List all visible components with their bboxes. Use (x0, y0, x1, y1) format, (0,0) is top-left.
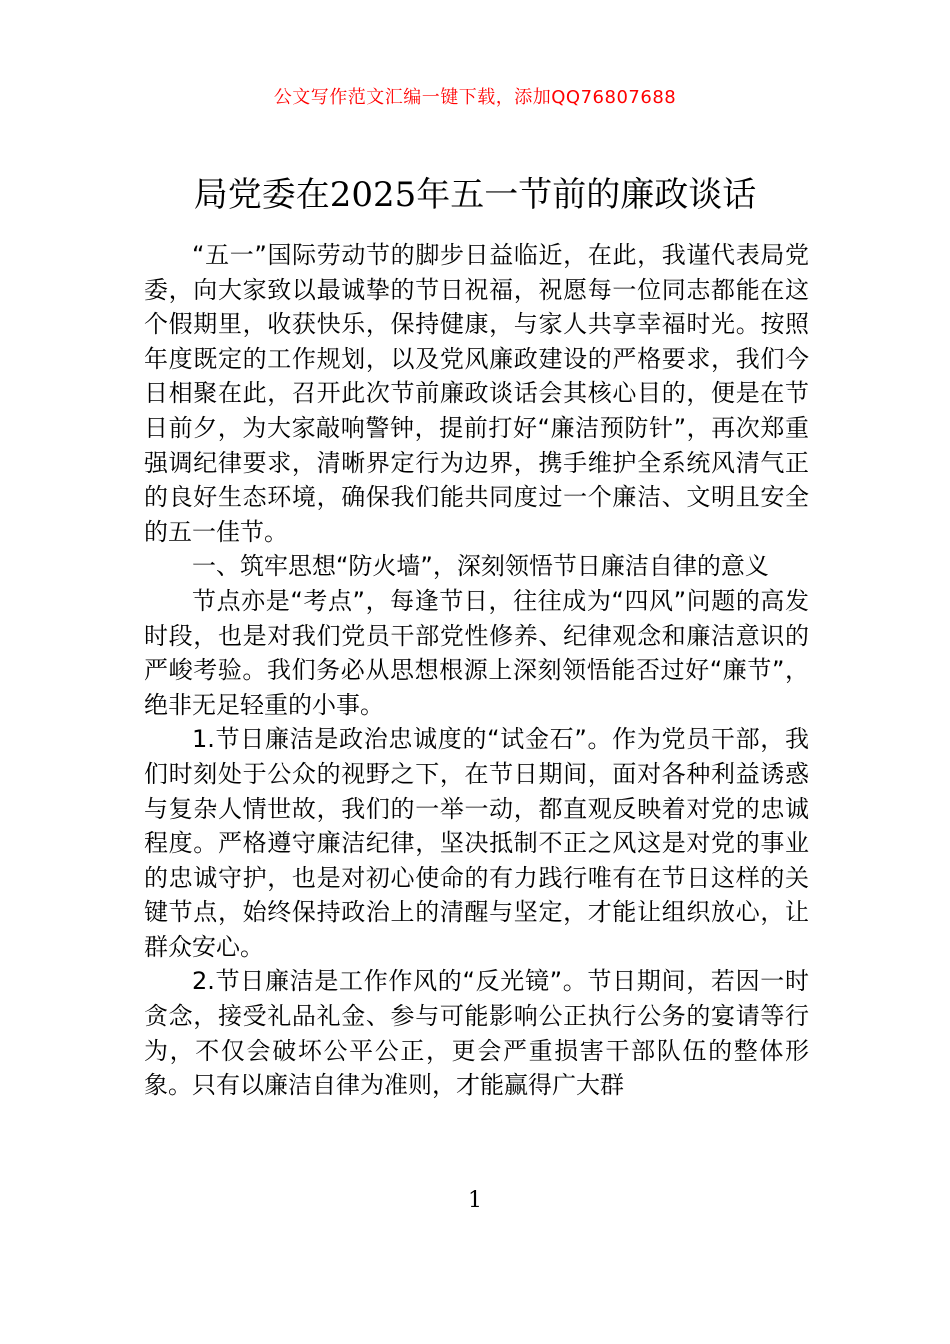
paragraph-point-1: 1.节日廉洁是政治忠诚度的“试金石”。作为党员干部，我们时刻处于公众的视野之下，在节日期间，面对各种利益诱惑与复杂人情世故，我们的一举一动，都直观反映着对党的忠诚程度。严格遵守廉洁纪律，坚决抵制不正之风这是对党的事业的忠诚守护，也是对初心使命的有力践行唯有在节日这样的关键节点，始终保持政治上的清醒与坚定，才能让组织放心，让群众安心。 (144, 725, 809, 961)
paragraph-point-2: 2.节日廉洁是工作作风的“反光镜”。节日期间，若因一时贪念，接受礼品礼金、参与可能影响公正执行公务的宴请等行为，不仅会破坏公平公正，更会严重损害干部队伍的整体形象。只有以廉洁自律为准则，才能赢得广大群 (144, 967, 809, 1100)
section-heading-1: 一、筑牢思想“防火墙”，深刻领悟节日廉洁自律的意义 (192, 552, 769, 581)
download-watermark: 公文写作范文汇编一键下载，添加QQ76807688 (273, 87, 677, 108)
document-title: 局党委在2025年五一节前的廉政谈话 (193, 175, 757, 215)
paragraph-intro: “五一”国际劳动节的脚步日益临近，在此，我谨代表局党委，向大家致以最诚挚的节日祝福，祝愿每一位同志都能在这个假期里，收获快乐，保持健康，与家人共享幸福时光。按照年度既定的工作规划，以及党风廉政建设的严格要求，我们今日相聚在此，召开此次节前廉政谈话会其核心目的，便是在节日前夕，为大家敲响警钟，提前打好“廉洁预防针”，再次郑重强调纪律要求，清晰界定行为边界，携手维护全系统风清气正的良好生态环境，确保我们能共同度过一个廉洁、文明且安全的五一佳节。 (144, 241, 809, 546)
page-number: 1 (468, 1188, 482, 1213)
document-body (144, 238, 809, 1103)
paragraph-section-1-intro: 节点亦是“考点”，每逢节日，往往成为“四风”问题的高发时段，也是对我们党员干部党性修养、纪律观念和廉洁意识的严峻考验。我们务必从思想根源上深刻领悟能否过好“廉节”，绝非无足轻重的小事。 (144, 586, 809, 719)
